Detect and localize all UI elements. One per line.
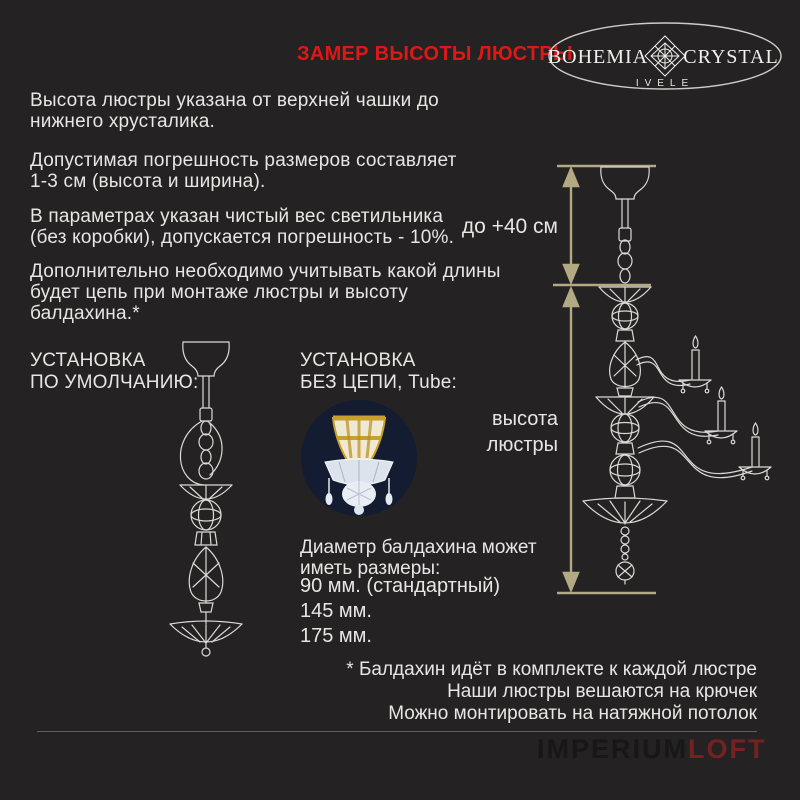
- tube-mount-photo: [299, 398, 419, 518]
- text-line: УСТАНОВКА: [300, 350, 416, 371]
- canopy-size-list: [300, 576, 550, 651]
- text-line: ПО УМОЛЧАНИЮ:: [30, 372, 199, 393]
- intro-paragraph-1: [30, 90, 510, 132]
- diamond-rosette-icon: [645, 36, 685, 76]
- brand-subtitle: IVELE: [635, 78, 695, 89]
- brand-name-right: CRYSTAL: [683, 46, 779, 68]
- footnote-line: Наши люстры вешаются на крючек: [447, 681, 757, 702]
- chandelier-line-drawing: [583, 167, 771, 584]
- watermark-accent: LOFT: [688, 734, 767, 764]
- chain-allowance-label: до +40 см: [461, 215, 558, 238]
- brand-logo: [543, 12, 788, 97]
- page-title: ЗАМЕР ВЫСОТЫ ЛЮСТРЫ: [297, 43, 573, 65]
- imperiumloft-watermark: [537, 734, 766, 765]
- measure-arrows: [553, 166, 656, 593]
- canopy-size-item: 145 мм.: [300, 600, 372, 622]
- text-line: В параметрах указан чистый вес светильника: [30, 206, 444, 227]
- text-line: иметь размеры:: [300, 558, 441, 579]
- text-line: (без коробки), допускается погрешность - 10%.: [30, 227, 455, 248]
- text-line: будет цепь при монтаже люстры и высоту балдахина.*: [30, 282, 409, 324]
- brand-name-left: BOHEMIA: [547, 46, 649, 68]
- footnote-line: * Балдахин идёт в комплекте к каждой люстре: [346, 659, 757, 680]
- footnote-line: Можно монтировать на натяжной потолок: [388, 703, 757, 724]
- watermark-primary: IMPERIUM: [537, 734, 688, 764]
- text-line: Диаметр балдахина может: [300, 537, 537, 558]
- bottom-divider: [37, 731, 757, 732]
- intro-paragraph-2: [30, 150, 510, 192]
- text-line: УСТАНОВКА: [30, 350, 146, 371]
- text-line: высота: [492, 408, 558, 430]
- text-line: люстры: [486, 434, 558, 456]
- text-line: Допустимая погрешность размеров составляет: [30, 150, 457, 171]
- canopy-size-item: 90 мм. (стандартный): [300, 575, 501, 597]
- text-line: Дополнительно необходимо учитывать какой длины: [30, 261, 501, 282]
- canopy-diameter-heading: [300, 537, 550, 579]
- canopy-size-item: 175 мм.: [300, 625, 372, 647]
- text-line: нижнего хрусталика.: [30, 111, 216, 132]
- text-line: 1-3 см (высота и ширина).: [30, 171, 266, 192]
- text-line: Высота люстры указана от верхней чашки до: [30, 90, 439, 111]
- no-chain-install-title: [300, 350, 530, 394]
- intro-paragraph-4: [30, 261, 510, 324]
- default-install-drawing: [140, 335, 290, 667]
- text-line: БЕЗ ЦЕПИ, Tube:: [300, 372, 457, 393]
- footnotes-block: [237, 659, 757, 725]
